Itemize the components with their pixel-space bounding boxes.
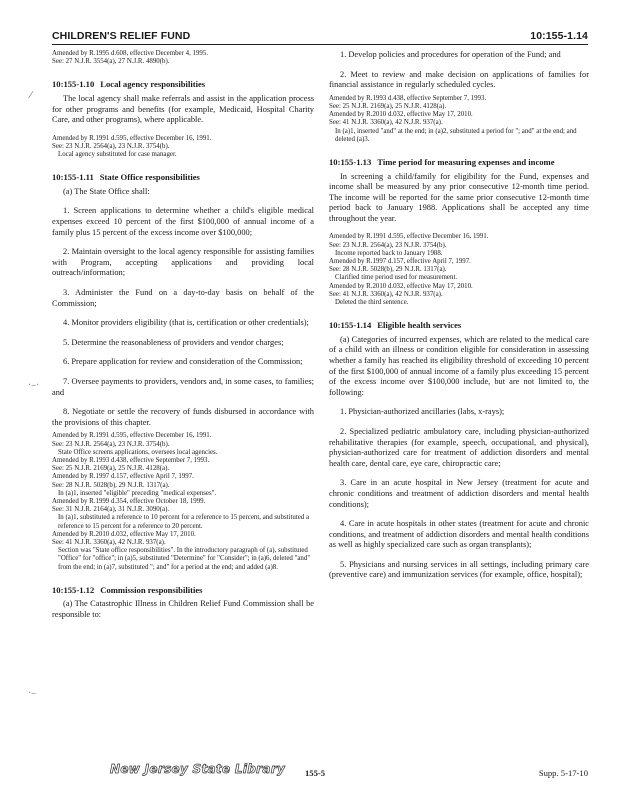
section-number: 10:155-1.11 (52, 172, 94, 183)
amendment-note: See: 25 N.J.R. 2169(a), 25 N.J.R. 4128(a). (329, 102, 447, 110)
body-paragraph: 5. Determine the reasonableness of providers and vendor charges; (63, 337, 284, 347)
running-header (52, 22, 588, 45)
body-paragraph: 5. Physicians and nursing services in all settings, including primary care (preventive care) and immunization services (for example, office, hospital); (329, 559, 589, 580)
amendment-note: Amended by R.1991 d.595, effective December 16, 1991. (329, 233, 489, 241)
section-heading (329, 320, 589, 331)
spacer (329, 551, 589, 560)
right-column (329, 50, 589, 581)
spacer (329, 61, 589, 70)
amendment-note: Income reported back to January 1988. (335, 249, 443, 257)
spacer (52, 159, 314, 172)
body-paragraph: 1. Physician-authorized ancillaries (labs, x-rays); (340, 407, 505, 417)
section-heading (329, 157, 589, 168)
amendment-note: Clarified time period used for measurement. (335, 274, 458, 282)
amendment-note: In (a)1, substituted a reference to 10 percent for a reference to 15 percent, and substituted a reference to 15 percent for a reference to 20 percent. (58, 514, 310, 530)
amendment-note: Deleted the third sentence. (335, 299, 409, 307)
header-section-number: 10:155-1.14 (530, 30, 588, 42)
body-paragraph: (a) The Catastrophic Illness in Children Relief Fund Commission shall be responsible to: (52, 599, 314, 619)
body-paragraph: 3. Administer the Fund on a day-to-day basis on behalf of the Commission; (52, 287, 314, 308)
margin-mark-icon: ·– (28, 688, 37, 699)
header-title: CHILDREN'S RELIEF FUND (52, 30, 191, 42)
left-column (52, 50, 314, 620)
spacer (329, 307, 589, 320)
page-footer (52, 762, 588, 786)
body-paragraph: 3. Care in an acute hospital in New Jersey (treatment for acute and chronic conditions and treatment of addiction disorders and mental health conditions); (329, 478, 589, 509)
amendment-note: Section was "State office responsibilities". In the introductory paragraph of (a), substituted "Office" for "office"; in (a)5, substituted "Determine" for "Consider"; in (a)6, deleted "and" from the end; in (a)7, substituted "; and" for a period at the end; and added (a)8. (58, 547, 311, 571)
spacer (52, 329, 314, 338)
supplement-date: Supp. 5-17-10 (538, 768, 588, 778)
amendment-note: See: 28 N.J.R. 5028(b), 29 N.J.R. 1317(a). (52, 481, 170, 489)
amendment-note: See: 23 N.J.R. 2564(a), 23 N.J.R. 3754(b). (52, 440, 170, 448)
amendment-note: See: 41 N.J.R. 3360(a), 42 N.J.R. 937(a). (52, 538, 166, 546)
amendment-note: See: 27 N.J.R. 3554(a), 27 N.J.R. 4890(b). (52, 58, 170, 66)
spacer (52, 197, 314, 206)
amendment-note: In (a)1, inserted "eligible" preceding "medical expenses". (58, 489, 217, 497)
margin-mark-icon: ⁄ (30, 90, 32, 101)
section-title: Time period for measuring expenses and income (377, 157, 555, 167)
body-paragraph: The local agency shall make referrals and assist in the application process for other programs and benefits (for example, Medicaid, Hospital Charity Care, and other programs), where applicable. (52, 93, 314, 125)
amendment-note: See: 25 N.J.R. 2169(a), 25 N.J.R. 4128(a). (52, 465, 170, 473)
body-paragraph: 2. Maintain oversight to the local agency responsible for assisting families with Program, accepting applications and providing local outreach/information; (52, 247, 314, 278)
spacer (329, 224, 589, 233)
section-number: 10:155-1.14 (329, 320, 372, 331)
body-paragraph: 6. Prepare application for review and consideration of the Commission; (63, 357, 303, 367)
amendment-note: Amended by R.1993 d.438, effective September 7, 1993. (52, 456, 210, 464)
body-paragraph: 1. Screen applications to determine whether a child's eligible medical expenses exceed 10 percent of the first $100,000 of annual income of a family plus 15 percent of the excess income over $100,000; (52, 206, 314, 237)
amendment-note: See: 23 N.J.R. 2564(a), 23 N.J.R. 3754(b). (329, 241, 447, 249)
spacer (52, 348, 314, 357)
spacer (329, 398, 589, 407)
body-paragraph: 2. Specialized pediatric ambulatory care, including physician-authorized rehabilitative therapies (for example, speech, occupational, and physical), physician-authorized care for treatment of addiction disorders and mental health care, dental care, eye care, chiropractic care; (329, 426, 589, 468)
body-paragraph: (a) Categories of incurred expenses, which are related to the medical care of a child with an illness or condition eligible for consideration in assessing whether a family has reached its eligibility threshold of exceeding 10 percent of the first $100,000 of annual income of a family plus exceeding 15 percent of the excess income over $100,000 include, but are not limited to, the following: (329, 334, 589, 397)
body-paragraph: 4. Care in acute hospitals in other states (treatment for acute and chronic conditions, and treatment of addiction disorders and mental health conditions as well as highly specialized care such as organ transplants); (329, 519, 589, 550)
amendment-note: Amended by R.1999 d.354, effective October 18, 1999. (52, 497, 206, 505)
section-number: 10:155-1.12 (52, 584, 95, 595)
body-paragraph: (a) The State Office shall: (63, 186, 150, 196)
amendment-note: See: 31 N.J.R. 2164(a), 31 N.J.R. 3090(a). (52, 506, 170, 514)
amendment-note: Amended by R.1997 d.157, effective April 7, 1997. (329, 258, 471, 266)
section-title: Local agency responsibilities (100, 79, 206, 90)
spacer (52, 66, 314, 79)
amendment-note: See: 41 N.J.R. 3360(a), 42 N.J.R. 937(a). (329, 119, 443, 127)
spacer (52, 398, 314, 407)
amendment-note: Amended by R.1991 d.595, effective December 16, 1991. (52, 134, 212, 142)
margin-mark-icon: ·–· (28, 380, 40, 391)
body-paragraph: In screening a child/family for eligibility for the Fund, expenses and income shall be measured by any prior consecutive 12-month time period. The income will be reported for the same prior consecutive 12-month time period back to January 1988. Applications shall be accepted any time throughout the year. (329, 171, 589, 223)
amendment-note: Amended by R.2010 d.032, effective May 17, 2010. (329, 282, 473, 290)
amendment-note: Amended by R.1995 d.608, effective December 4, 1995. (52, 50, 209, 57)
spacer (52, 368, 314, 377)
spacer (329, 469, 589, 478)
section-title: Commission responsibilities (100, 584, 203, 595)
amendment-note: See: 28 N.J.R. 5028(b), 29 N.J.R. 1317(a). (329, 266, 447, 274)
body-paragraph: 2. Meet to review and make decision on applications of families for financial assistance in regularly scheduled cycles. (329, 69, 589, 90)
amendment-note: See: 41 N.J.R. 3360(a), 42 N.J.R. 937(a). (329, 290, 443, 298)
section-heading (52, 79, 314, 90)
amendment-note: State Office screens applications, oversees local agencies. (58, 448, 218, 456)
body-paragraph: 8. Negotiate or settle the recovery of funds disbursed in accordance with the provisions of this chapter. (52, 407, 314, 427)
section-number: 10:155-1.13 (329, 157, 372, 167)
section-heading (52, 585, 314, 596)
body-paragraph: 4. Monitor providers eligibility (that is, certification or other credentials); (63, 318, 309, 328)
spacer (329, 510, 589, 519)
spacer (329, 144, 589, 157)
amendment-note: See: 23 N.J.R. 2564(a), 23 N.J.R. 3754(b). (52, 142, 170, 150)
section-title: Eligible health services (377, 320, 462, 331)
section-heading (52, 172, 314, 183)
amendment-note: Amended by R.1997 d.157, effective April 7, 1997. (52, 473, 194, 481)
section-number: 10:155-1.10 (52, 79, 95, 90)
amendment-note: Amended by R.2010 d.032, effective May 17, 2010. (52, 530, 196, 538)
body-paragraph: 7. Oversee payments to providers, vendors and, in some cases, to families; and (52, 376, 314, 397)
library-watermark: New Jersey State Library (110, 762, 286, 776)
spacer (52, 279, 314, 288)
spacer (52, 126, 314, 135)
page-number: 155-5 (305, 768, 326, 778)
spacer (329, 418, 589, 427)
spacer (52, 572, 314, 585)
section-title: State Office responsibilities (99, 172, 200, 183)
amendment-note: In (a)1, inserted "and" at the end; in (a)2, substituted a period for "; and" at the end; and deleted (a)3. (335, 127, 577, 143)
amendment-note: Amended by R.1991 d.595, effective December 16, 1991. (52, 432, 212, 440)
amendment-note: Amended by R.1993 d.438, effective September 7, 1993. (329, 94, 487, 102)
amendment-note: Local agency substituted for case manager. (58, 151, 177, 159)
spacer (52, 309, 314, 318)
amendment-note: Amended by R.2010 d.032, effective May 17, 2010. (329, 111, 473, 119)
spacer (52, 238, 314, 247)
body-paragraph: 1. Develop policies and procedures for operation of the Fund; and (340, 50, 561, 59)
